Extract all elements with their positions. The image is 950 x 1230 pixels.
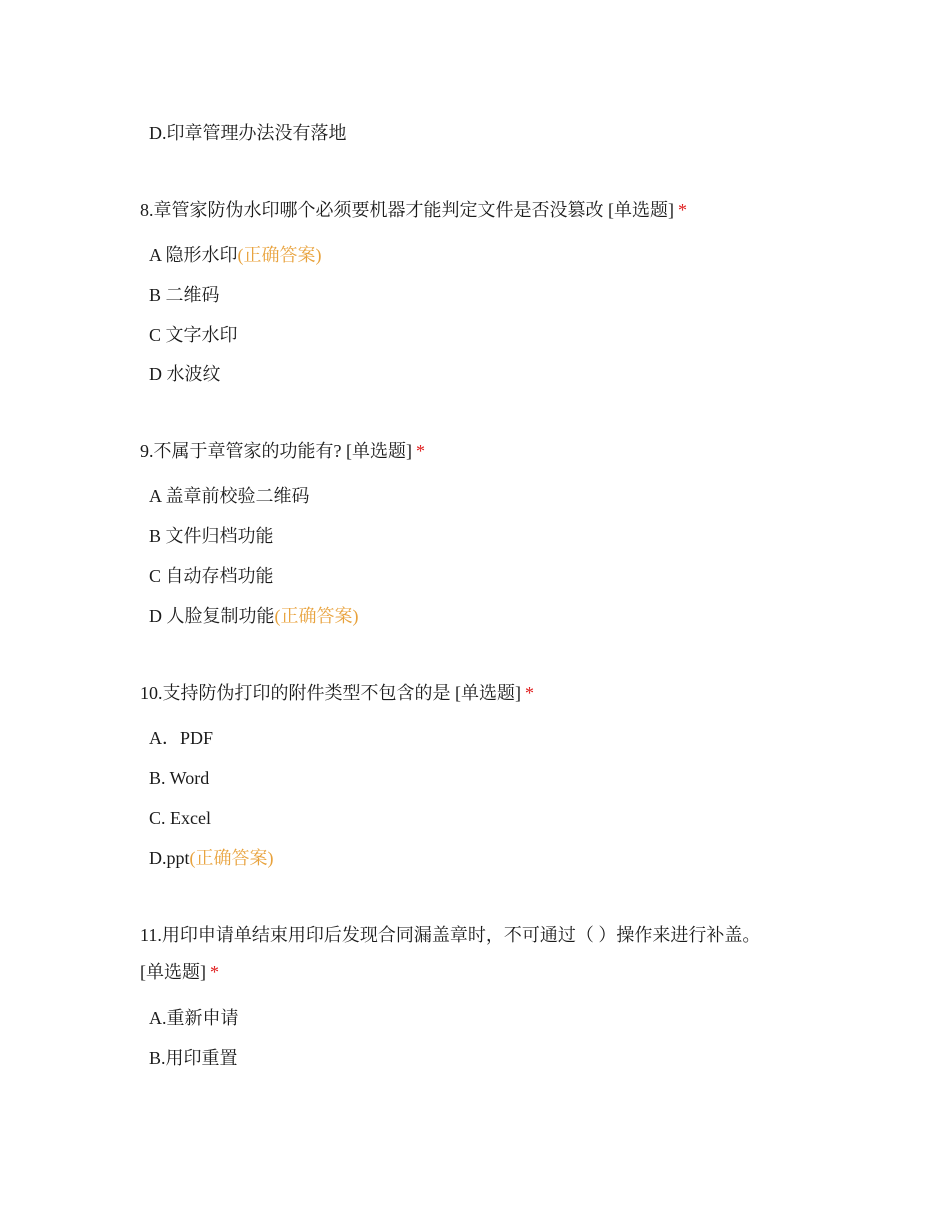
option-label: C 自动存档功能 [149,566,274,586]
question-text: 9.不属于章管家的功能有? [单选题] [140,441,412,461]
option-label: B 文件归档功能 [149,526,274,546]
q8-option-d [149,362,221,386]
option-label: D 人脸复制功能 [149,606,275,626]
q11-option-a [149,1006,239,1030]
option-label: D.印章管理办法没有落地 [149,123,347,143]
correct-answer-label: (正确答案) [237,245,322,265]
question-11-title-line2 [140,960,219,984]
option-label: D.ppt [149,848,190,868]
option-label: C 文字水印 [149,325,238,345]
required-asterisk: * [210,962,219,982]
option-label: C. Excel [149,808,211,828]
required-asterisk: * [415,441,425,461]
question-8-title [140,198,687,222]
question-text: 8.章管家防伪水印哪个必须要机器才能判定文件是否没篡改 [单选题] [140,200,674,220]
option-label: A 盖章前校验二维码 [149,486,310,506]
required-asterisk: * [525,683,534,703]
q10-option-c [149,806,211,830]
q8-option-b [149,283,220,307]
q9-option-d [149,604,359,628]
question-text: 10.支持防伪打印的附件类型不包含的是 [单选题] [140,683,521,703]
question-9-title [140,439,425,463]
option-label: B. Word [149,768,210,788]
q7-option-d [149,121,347,145]
q10-option-a [149,726,213,750]
q8-option-c [149,323,238,347]
option-label: A 隐形水印 [149,245,238,265]
q9-option-b [149,524,274,548]
q9-option-c [149,564,274,588]
q11-option-b [149,1046,238,1070]
option-label: B 二维码 [149,285,220,305]
correct-answer-label: (正确答案) [189,848,274,868]
required-asterisk: * [678,200,687,220]
q10-option-b [149,766,209,790]
option-label: D 水波纹 [149,364,221,384]
question-text: 11.用印申请单结束用印后发现合同漏盖章时，不可通过（ ）操作来进行补盖。 [140,925,761,945]
question-11-title-line1 [140,923,760,947]
question-type: [单选题] [140,962,206,982]
q8-option-a [149,243,322,267]
option-label: B.用印重置 [149,1048,238,1068]
question-10-title [140,681,534,705]
option-label: A.重新申请 [149,1008,239,1028]
q10-option-d [149,846,274,870]
correct-answer-label: (正确答案) [274,606,359,626]
option-label: A．PDF [149,728,214,748]
q9-option-a [149,484,310,508]
